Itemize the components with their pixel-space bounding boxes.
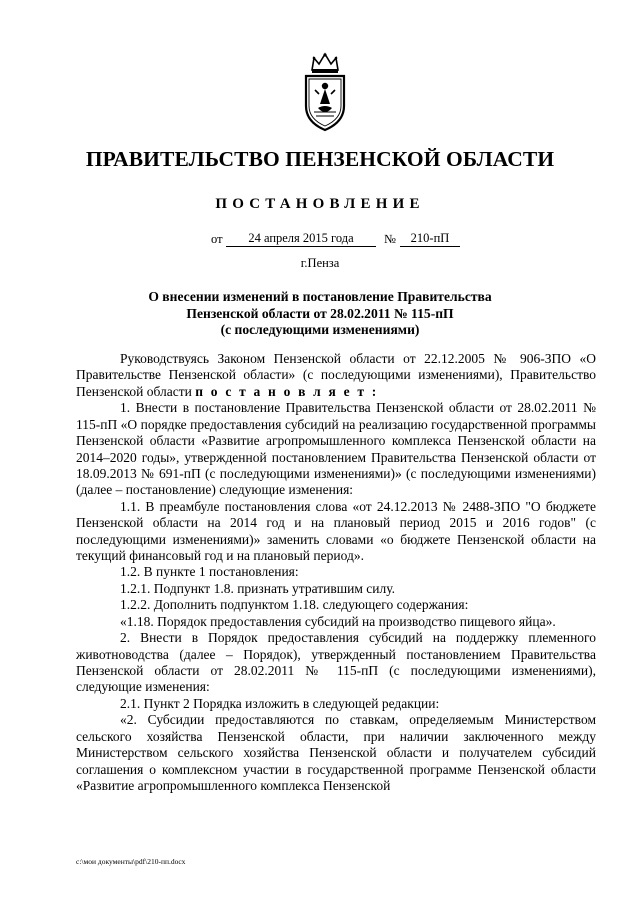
- resolves-word: п о с т а н о в л я е т :: [195, 383, 379, 399]
- document-type: ПОСТАНОВЛЕНИЕ: [215, 196, 425, 212]
- subject-line: Пензенской области от 28.02.2011 № 115-пП: [186, 305, 454, 321]
- document-body: [76, 351, 596, 794]
- body-paragraph: 1.1. В преамбуле постановления слова «от 24.12.2013 № 2488-ЗПО "О бюджете Пензенской области на 2014 год и на плановый период 2015 и 2016 годов" (с последующими изменениями)» заменить словами «о бюджете Пензенской области на текущий финансовый год и на плановый период».: [76, 498, 596, 564]
- subject-line: О внесении изменений в постановление Правительства: [148, 289, 492, 304]
- body-paragraph: «1.18. Порядок предоставления субсидий на производство пищевого яйца».: [120, 613, 556, 629]
- body-paragraph: 1. Внести в постановление Правительства Пензенской области от 28.02.2011 № 115-пП «О порядке предоставления субсидий на реализацию государственной программы Пензенской области «Развитие агропромышленного комплекса Пензенской области на 2014–2020 годы», утвержденной постановлением Правительства Пензенской области от 18.09.2013 № 691-пП (с последующими изменениями)» (с последующими изменениями) (далее – постановление) следующие изменения:: [76, 400, 596, 498]
- subject-line: (с последующими изменениями): [220, 322, 420, 338]
- body-paragraph: «2. Субсидии предоставляются по ставкам, определяемым Министерством сельского хозяйства Пензенской области, при наличии заключенного между Министерством сельского хозяйства Пензенской области и получателем субсидий соглашения о комплексном участии в государственной программе Пензенской области «Развитие агропромышленного комплекса Пензенской: [76, 712, 596, 793]
- body-paragraph: 1.2.1. Подпункт 1.8. признать утратившим силу.: [120, 580, 396, 596]
- number-prefix: №: [384, 232, 396, 246]
- document-date: 24 апреля 2015 года: [226, 232, 376, 247]
- body-paragraph: 1.2.2. Дополнить подпунктом 1.18. следующего содержания:: [120, 597, 469, 613]
- date-number-line: [0, 232, 640, 248]
- body-paragraph: 2. Внести в Порядок предоставления субсидий на поддержку племенного животноводства (далее – Порядок), утвержденный постановлением Правительства Пензенской области от 28.02.2011 № 115-пП (с последующими изменениями), следующие изменения:: [76, 630, 596, 695]
- body-paragraph: [76, 351, 596, 400]
- body-paragraph: 2.1. Пункт 2 Порядка изложить в следующей редакции:: [120, 695, 440, 711]
- paragraph-text: Руководствуясь Законом Пензенской области от 22.12.2005 № 906-ЗПО «О Правительстве Пензенской области» (с последующими изменениями), Правительство Пензенской области: [76, 351, 596, 399]
- body-paragraph: 1.2. В пункте 1 постановления:: [120, 564, 299, 580]
- government-title: ПРАВИТЕЛЬСТВО ПЕНЗЕНСКОЙ ОБЛАСТИ: [85, 147, 555, 171]
- file-path-footer: c:\мои документы\pdf\210-пп.docx: [76, 857, 186, 866]
- document-subject: [0, 289, 640, 339]
- date-prefix: от: [211, 232, 223, 246]
- coat-of-arms-icon: [296, 52, 354, 134]
- city: г.Пенза: [300, 256, 340, 270]
- document-number: 210-пП: [400, 232, 460, 247]
